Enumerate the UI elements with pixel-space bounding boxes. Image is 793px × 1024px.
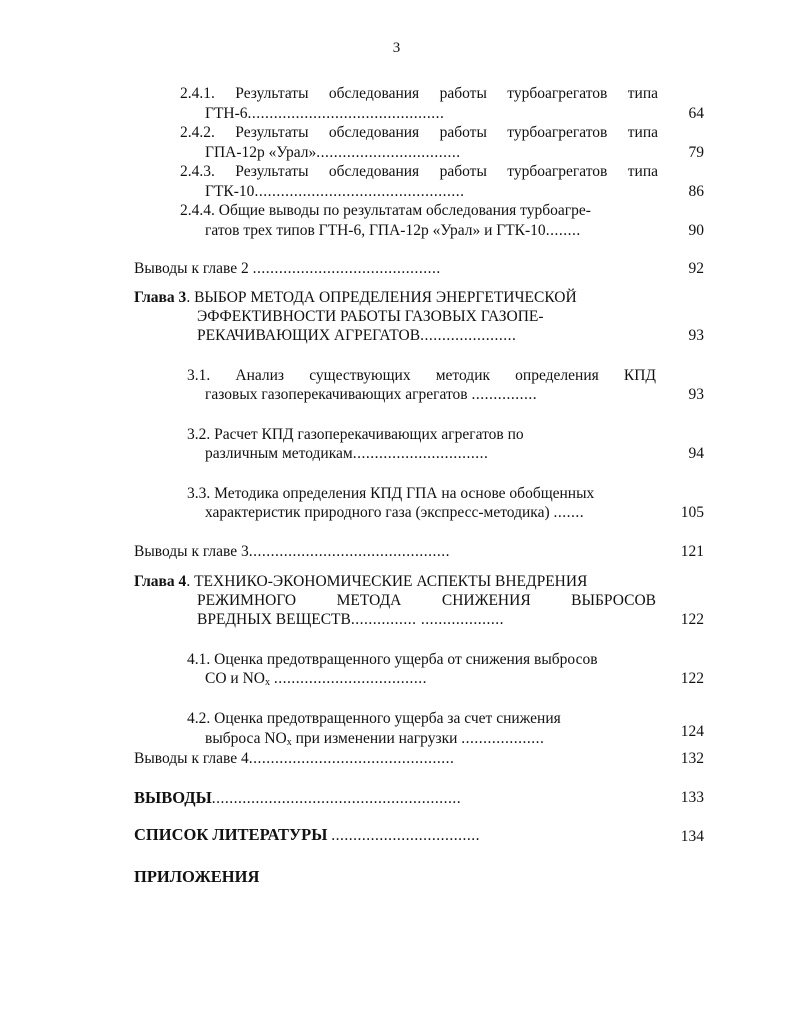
toc-conclusions-chapter-3: Выводы к главе 3.............................................. xyxy=(134,543,451,560)
toc-page-chapter-4: 122 xyxy=(680,611,704,628)
toc-chapter-4-line3: ВРЕДНЫХ ВЕЩЕСТВ............... ................... xyxy=(197,611,504,628)
chapter-4-label: Глава 4 xyxy=(134,573,187,590)
toc-entry-3-1-line1: 3.1. Анализ существующих методик определения КПД xyxy=(187,367,656,384)
toc-entry-2-4-2-line2: ГПА-12р «Урал»................................. xyxy=(205,144,461,161)
toc-appendices: ПРИЛОЖЕНИЯ xyxy=(134,867,260,886)
leader-dots: ................................................ xyxy=(254,183,465,200)
toc-entry-3-2-line2: различным методикам............................... xyxy=(205,445,489,462)
toc-chapter-4-line2: РЕЖИМНОГО МЕТОДА СНИЖЕНИЯ ВЫБРОСОВ xyxy=(197,592,656,609)
toc-page-conclusions-2: 92 xyxy=(688,260,704,277)
toc-entry-2-4-4-line1: 2.4.4. Общие выводы по результатам обследования турбоагре- xyxy=(180,202,591,219)
toc-entry-2-4-1-line1: 2.4.1. Результаты обследования работы турбоагрегатов типа xyxy=(180,85,658,102)
toc-entry-3-2-line1: 3.2. Расчет КПД газоперекачивающих агрегатов по xyxy=(187,426,524,443)
toc-page-3-1: 93 xyxy=(688,386,704,403)
page-number: 3 xyxy=(392,40,401,56)
toc-entry-4-1-line1: 4.1. Оценка предотвращенного ущерба от снижения выбросов xyxy=(187,651,598,668)
toc-page-references: 134 xyxy=(680,828,704,845)
toc-entry-2-4-4-line2: гатов трех типов ГТН-6, ГПА-12р «Урал» и ГТК-10........ xyxy=(205,222,581,239)
leader-dots: ........................................... xyxy=(252,260,441,277)
leader-dots: ............... ................... xyxy=(350,611,504,628)
toc-references: СПИСОК ЛИТЕРАТУРЫ .................................. xyxy=(134,825,481,844)
toc-page-2-4-3: 86 xyxy=(688,183,704,200)
leader-dots: .................................. xyxy=(331,827,481,844)
toc-chapter-4-line1: Глава 4. ТЕХНИКО-ЭКОНОМИЧЕСКИЕ АСПЕКТЫ ВНЕДРЕНИЯ xyxy=(134,573,588,590)
toc-page-conclusions-4: 132 xyxy=(680,750,704,767)
leader-dots: ...................... xyxy=(420,327,517,344)
leader-dots: ............................................... xyxy=(248,750,455,767)
toc-entry-2-4-3-line2: ГТК-10................................................ xyxy=(205,183,465,200)
toc-entry-3-1-line2: газовых газоперекачивающих агрегатов ............... xyxy=(205,386,538,403)
leader-dots: ................................. xyxy=(316,144,461,161)
leader-dots: ............... xyxy=(471,386,538,403)
toc-conclusions: ВЫВОДЫ......................................................... xyxy=(134,788,462,807)
toc-page-3-2: 94 xyxy=(688,445,704,462)
toc-page-chapter-3: 93 xyxy=(688,327,704,344)
toc-entry-4-1-line2: СО и $NO_x$ ................................... xyxy=(205,670,427,688)
toc-page-conclusions: 133 xyxy=(680,789,704,806)
leader-dots: ......................................................... xyxy=(211,790,462,807)
leader-dots: ....... xyxy=(553,504,585,521)
toc-page-conclusions-3: 121 xyxy=(680,543,704,560)
toc-chapter-3-line1: Глава 3. ВЫБОР МЕТОДА ОПРЕДЕЛЕНИЯ ЭНЕРГЕТИЧЕСКОЙ xyxy=(134,289,577,306)
leader-dots: ............................... xyxy=(352,445,489,462)
toc-chapter-3-line3: РЕКАЧИВАЮЩИХ АГРЕГАТОВ...................... xyxy=(197,327,517,344)
toc-page-2-4-2: 79 xyxy=(688,144,704,161)
chapter-3-label: Глава 3 xyxy=(134,289,187,306)
toc-page-2-4-4: 90 xyxy=(688,222,704,239)
toc-page-4-2: 124 xyxy=(680,723,704,740)
toc-entry-3-3-line1: 3.3. Методика определения КПД ГПА на основе обобщенных xyxy=(187,485,595,502)
toc-entry-4-2-line2: выброса $NO_x$ при изменении нагрузки ................... xyxy=(205,730,545,748)
toc-entry-2-4-2-line1: 2.4.2. Результаты обследования работы турбоагрегатов типа xyxy=(180,124,658,141)
toc-conclusions-chapter-2: Выводы к главе 2 ........................................... xyxy=(134,260,441,277)
toc-entry-3-3-line2: характеристик природного газа (экспресс-методика) ....... xyxy=(205,504,585,521)
leader-dots: ................... xyxy=(461,730,545,747)
toc-entry-2-4-3-line1: 2.4.3. Результаты обследования работы турбоагрегатов типа xyxy=(180,163,658,180)
leader-dots: .............................................. xyxy=(248,543,451,560)
leader-dots: ........ xyxy=(545,222,581,239)
toc-page-4-1: 122 xyxy=(680,670,704,687)
toc-chapter-3-line2: ЭФФЕКТИВНОСТИ РАБОТЫ ГАЗОВЫХ ГАЗОПЕ- xyxy=(197,308,544,325)
toc-entry-4-2-line1: 4.2. Оценка предотвращенного ущерба за счет снижения xyxy=(187,710,561,727)
toc-page-2-4-1: 64 xyxy=(688,105,704,122)
leader-dots: ............................................. xyxy=(247,105,445,122)
leader-dots: ................................... xyxy=(273,670,427,687)
toc-page-3-3: 105 xyxy=(680,504,704,521)
toc-entry-2-4-1-line2: ГТН-6............................................. xyxy=(205,105,445,122)
toc-conclusions-chapter-4: Выводы к главе 4............................................... xyxy=(134,750,455,767)
